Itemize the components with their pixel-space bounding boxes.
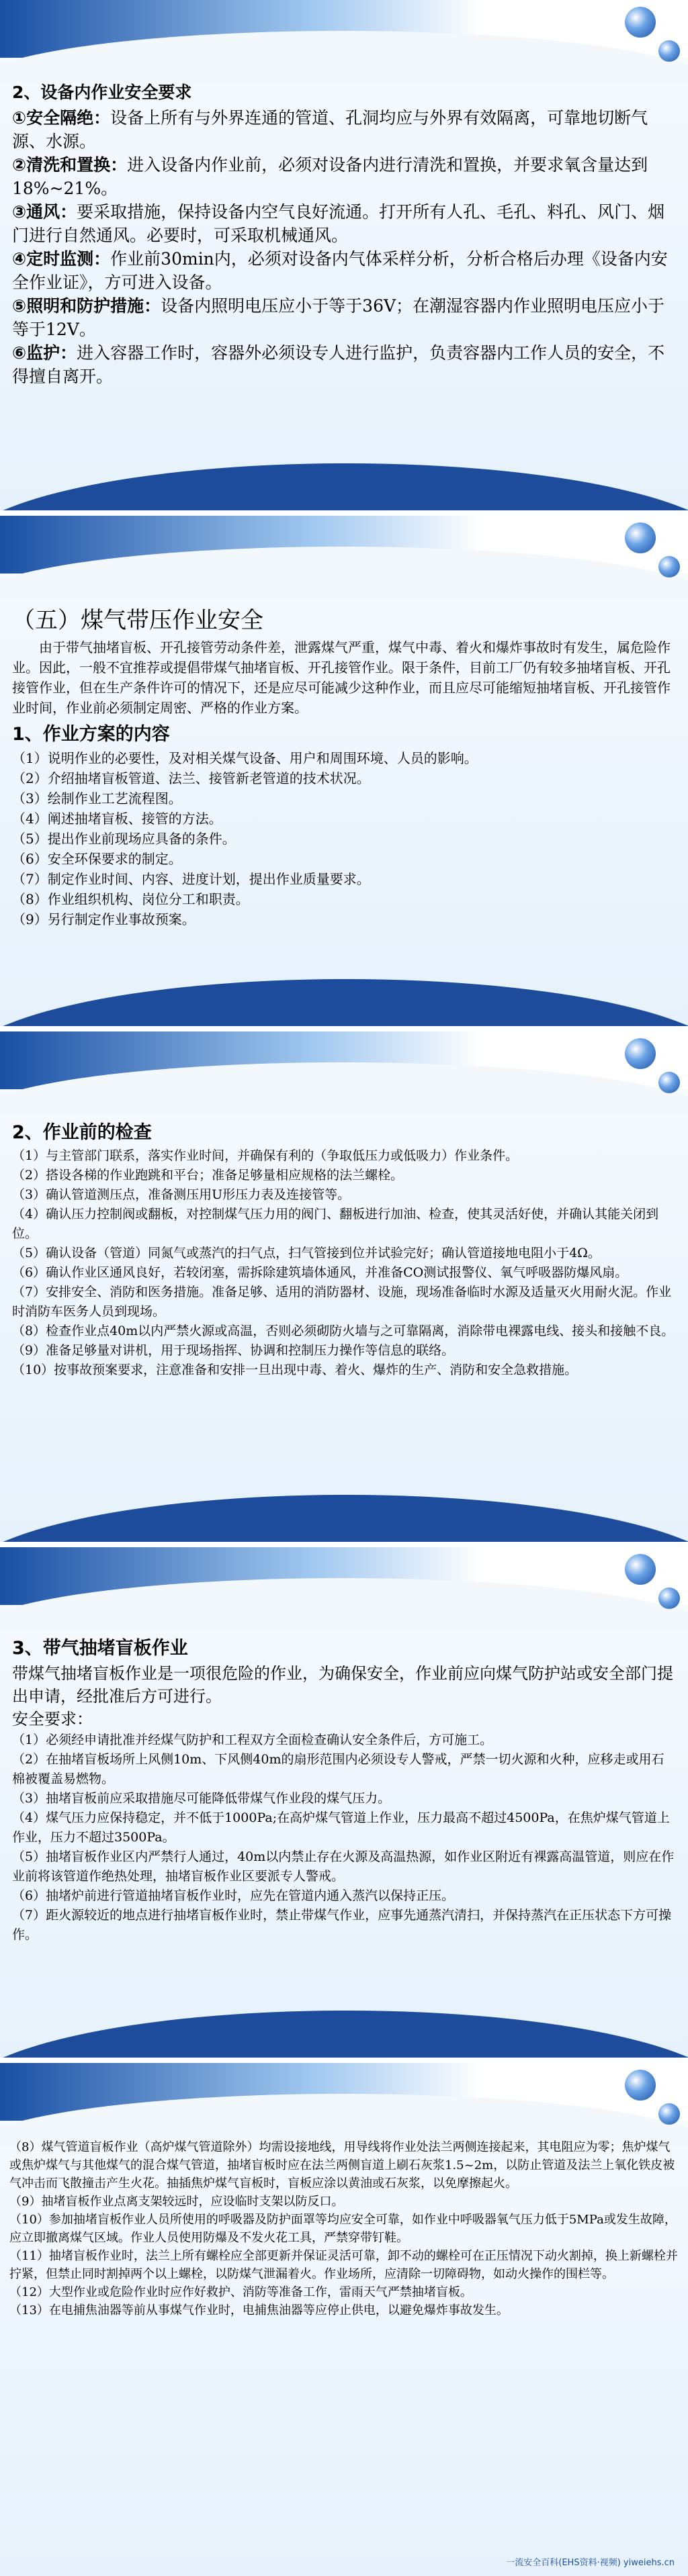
list-item: （12）大型作业或危险作业时应作好救护、消防等准备工作，雷雨天气严禁抽堵盲板。 [9, 2285, 472, 2299]
list-item: （8）作业组织机构、岗位分工和职责。 [12, 891, 249, 907]
footer-wave [0, 463, 688, 510]
list-item: （6）确认作业区通风良好，若较闭塞，需拆除建筑墙体通风，并准备CO测试报警仪、氧气呼吸器防爆风扇。 [12, 1265, 628, 1280]
footer-wave [0, 979, 688, 1026]
slide-2-content [12, 602, 676, 929]
section-heading: 3、带气抽堵盲板作业 [12, 1638, 188, 1659]
slide-1-content [12, 79, 676, 388]
list-item: （1）说明作业的必要性，及对相关煤气设备、用户和周围环境、人员的影响。 [12, 750, 478, 766]
intro-paragraph: 带煤气抽堵盲板作业是一项很危险的作业，为确保安全，作业前应向煤气防护站或安全部门提出申请，经批准后方可进行。 [12, 1664, 673, 1706]
footer-wave [0, 2011, 688, 2058]
list-item: （9）准备足够量对讲机，用于现场指挥、协调和控制压力操作等信息的联络。 [12, 1343, 455, 1358]
list-item: （4）阐述抽堵盲板、接管的方法。 [12, 811, 222, 827]
section-heading: 2、设备内作业安全要求 [12, 83, 192, 102]
list-item: （3）绘制作业工艺流程图。 [12, 790, 182, 807]
list-item: （10）按事故预案要求，注意准备和安排一旦出现中毒、着火、爆炸的生产、消防和安全急救措施。 [12, 1363, 578, 1377]
bubble-decoration [658, 2103, 680, 2125]
bubble-decoration [658, 556, 680, 578]
list-item: ①安全隔绝：设备上所有与外界连通的管道、孔洞均应与外界有效隔离，可靠地切断气源、水源。 [12, 108, 648, 151]
slide-5 [0, 2063, 688, 2576]
list-item: （6）安全环保要求的制定。 [12, 851, 182, 867]
list-item: （5）提出作业前现场应具备的条件。 [12, 831, 236, 847]
list-item: （8）煤气管道盲板作业（高炉煤气管道除外）均需设接地线，用导线将作业处法兰两侧连接起来，其电阻应为零；焦炉煤气或焦炉煤气与其他煤气的混合煤气管道，抽堵盲板时应在法兰两侧盲道上刷石灰浆1.5~2m，以防止管道及法兰上氧化铁皮被气冲击而飞散撞击产生火花。抽插焦炉煤气盲板时，盲板应涂以黄油或石灰浆，以免摩擦起火。 [9, 2140, 675, 2191]
footer-wave [0, 1495, 688, 1542]
list-item: （9）另行制定作业事故预案。 [12, 911, 196, 927]
list-item: （1）与主管部门联系，落实作业时间，并确保有利的（争取低压力或低吸力）作业条件。 [12, 1148, 519, 1163]
slide-3-content [12, 1117, 676, 1380]
list-item: ④定时监测：作业前30min内，必须对设备内气体采样分析，分析合格后办理《设备内安全作业证》，方可进入设备。 [12, 249, 668, 292]
section-heading: 2、作业前的检查 [12, 1122, 152, 1143]
bubble-decoration [658, 40, 680, 62]
list-item: （6）抽堵炉前进行管道抽堵盲板作业时，应先在管道内通入蒸汽以保持正压。 [12, 1888, 455, 1903]
list-item: ③通风：要采取措施，保持设备内空气良好流通。打开所有人孔、毛孔、料孔、风门、烟门进行自然通风。必要时，可采取机械通风。 [12, 202, 665, 245]
list-item: ⑥监护：进入容器工作时，容器外必须设专人进行监护，负责容器内工作人员的安全，不得擅自离开。 [12, 343, 665, 386]
list-item: （2）搭设各梯的作业跑跳和平台；准备足够量相应规格的法兰螺栓。 [12, 1168, 404, 1183]
list-item: ⑤照明和防护措施：设备内照明电压应小于等于36V；在潮湿容器内作业照明电压应小于等于12V。 [12, 296, 665, 339]
bubble-decoration [658, 1588, 680, 1609]
list-item: （4）确认压力控制阀或翻板，对控制煤气压力用的阀门、翻板进行加油、检查，使其灵活好使，并确认其能关闭到位。 [12, 1207, 659, 1241]
footer-watermark: 一流安全百科(EHS资料·视频) yiweiehs.cn [506, 2558, 675, 2568]
list-item: （8）检查作业点40m以内严禁火源或高温，否则必须砌防火墙与之可靠隔离，消除带电裸露电线、接头和接触不良。 [12, 1324, 675, 1338]
list-item: （11）抽堵盲板作业时，法兰上所有螺栓应全部更新并保证灵活可靠，卸不动的螺栓可在正压情况下动火割掉，换上新螺栓并拧紧，但禁止同时割掉两个以上螺栓，以防煤气泄漏着火。作业场所，应清除一切障碍物，如动火操作的围栏等。 [9, 2249, 678, 2281]
list-item: ②清洗和置换：进入设备内作业前，必须对设备内进行清洗和置换，并要求氧含量达到18%~21%。 [12, 155, 648, 198]
slide-1 [0, 0, 688, 510]
bubble-decoration [625, 7, 656, 38]
slide-3 [0, 1031, 688, 1542]
page-title: （五）煤气带压作业安全 [12, 607, 263, 634]
bubble-decoration [625, 522, 656, 553]
list-item: （3）抽堵盲板前应采取措施尽可能降低带煤气作业段的煤气压力。 [12, 1791, 391, 1806]
list-item: （5）抽堵盲板作业区内严禁行人通过，40m以内禁止存在火源及高温热源，如作业区附近有裸露高温管道，则应在作业前将该管道作绝热处理，抽堵盲板作业区要派专人警戒。 [12, 1849, 675, 1884]
list-item: （7）安排安全、消防和医务措施。准备足够、适用的消防器材、设施，现场准备临时水源及适量灭火用耐火泥。作业时消防车医务人员到现场。 [12, 1285, 672, 1319]
intro-paragraph: 由于带气抽堵盲板、开孔接管劳动条件差，泄露煤气严重，煤气中毒、着火和爆炸事故时有发生，属危险作业。因此，一般不宜推荐或提倡带煤气抽堵盲板、开孔接管作业。限于条件，目前工厂仍有较多抽堵盲板、开孔接管作业，但在生产条件许可的情况下，还是应尽可能减少这种作业，而且应尽可能缩短抽堵盲板、开孔接管作业时间，作业前必须制定周密、严格的作业方案。 [12, 639, 671, 716]
list-item: （2）介绍抽堵盲板管道、法兰、接管新老管道的技术状况。 [12, 770, 370, 786]
bubble-decoration [625, 2070, 656, 2101]
list-item: （2）在抽堵盲板场所上风侧10m、下风侧40m的扇形范围内必须设专人警戒，严禁一切火源和火种，应移走或用石棉被覆盖易燃物。 [12, 1752, 664, 1786]
list-item: （9）抽堵盲板作业点离支架较远时，应设临时支架以防反口。 [9, 2195, 344, 2209]
list-item: （10）参加抽堵盲板作业人员所使用的呼吸器及防护面罩等均应安全可靠，如作业中呼吸器氧气压力低于5MPa或发生故障，应立即撤离煤气区域。作业人员使用防爆及不发火花工具，严禁穿带钉鞋。 [9, 2213, 677, 2245]
list-item: （7）距火源较近的地点进行抽堵盲板作业时，禁止带煤气作业，应事先通蒸汽清扫，并保持蒸汽在正压状态下方可操作。 [12, 1908, 672, 1942]
bubble-decoration [625, 1554, 656, 1585]
bubble-decoration [658, 1072, 680, 1093]
list-item: （3）确认管道测压点，准备测压用U形压力表及连接管等。 [12, 1187, 351, 1202]
list-item: （1）必须经申请批准并经煤气防护和工程双方全面检查确认安全条件后，方可施工。 [12, 1733, 493, 1747]
slide-4 [0, 1547, 688, 2058]
section-heading: 1、作业方案的内容 [12, 724, 170, 745]
list-item: （5）确认设备（管道）同氮气或蒸汽的扫气点，扫气管接到位并试验完好；确认管道接地电阻小于4Ω。 [12, 1246, 601, 1260]
list-item: （7）制定作业时间、内容、进度计划，提出作业质量要求。 [12, 871, 370, 887]
bubble-decoration [625, 1038, 656, 1069]
sub-heading: 安全要求： [12, 1710, 93, 1729]
list-item: （13）在电捕焦油器等前从事煤气作业时，电捕焦油器等应停止供电，以避免爆炸事故发生。 [9, 2303, 509, 2317]
slide-5-content [9, 2138, 679, 2319]
list-item: （4）煤气压力应保持稳定，并不低于1000Pa;在高炉煤气管道上作业，压力最高不超过4500Pa，在焦炉煤气管道上作业，压力不超过3500Pa。 [12, 1810, 670, 1845]
slide-2 [0, 516, 688, 1026]
slide-4-content [12, 1633, 676, 1945]
